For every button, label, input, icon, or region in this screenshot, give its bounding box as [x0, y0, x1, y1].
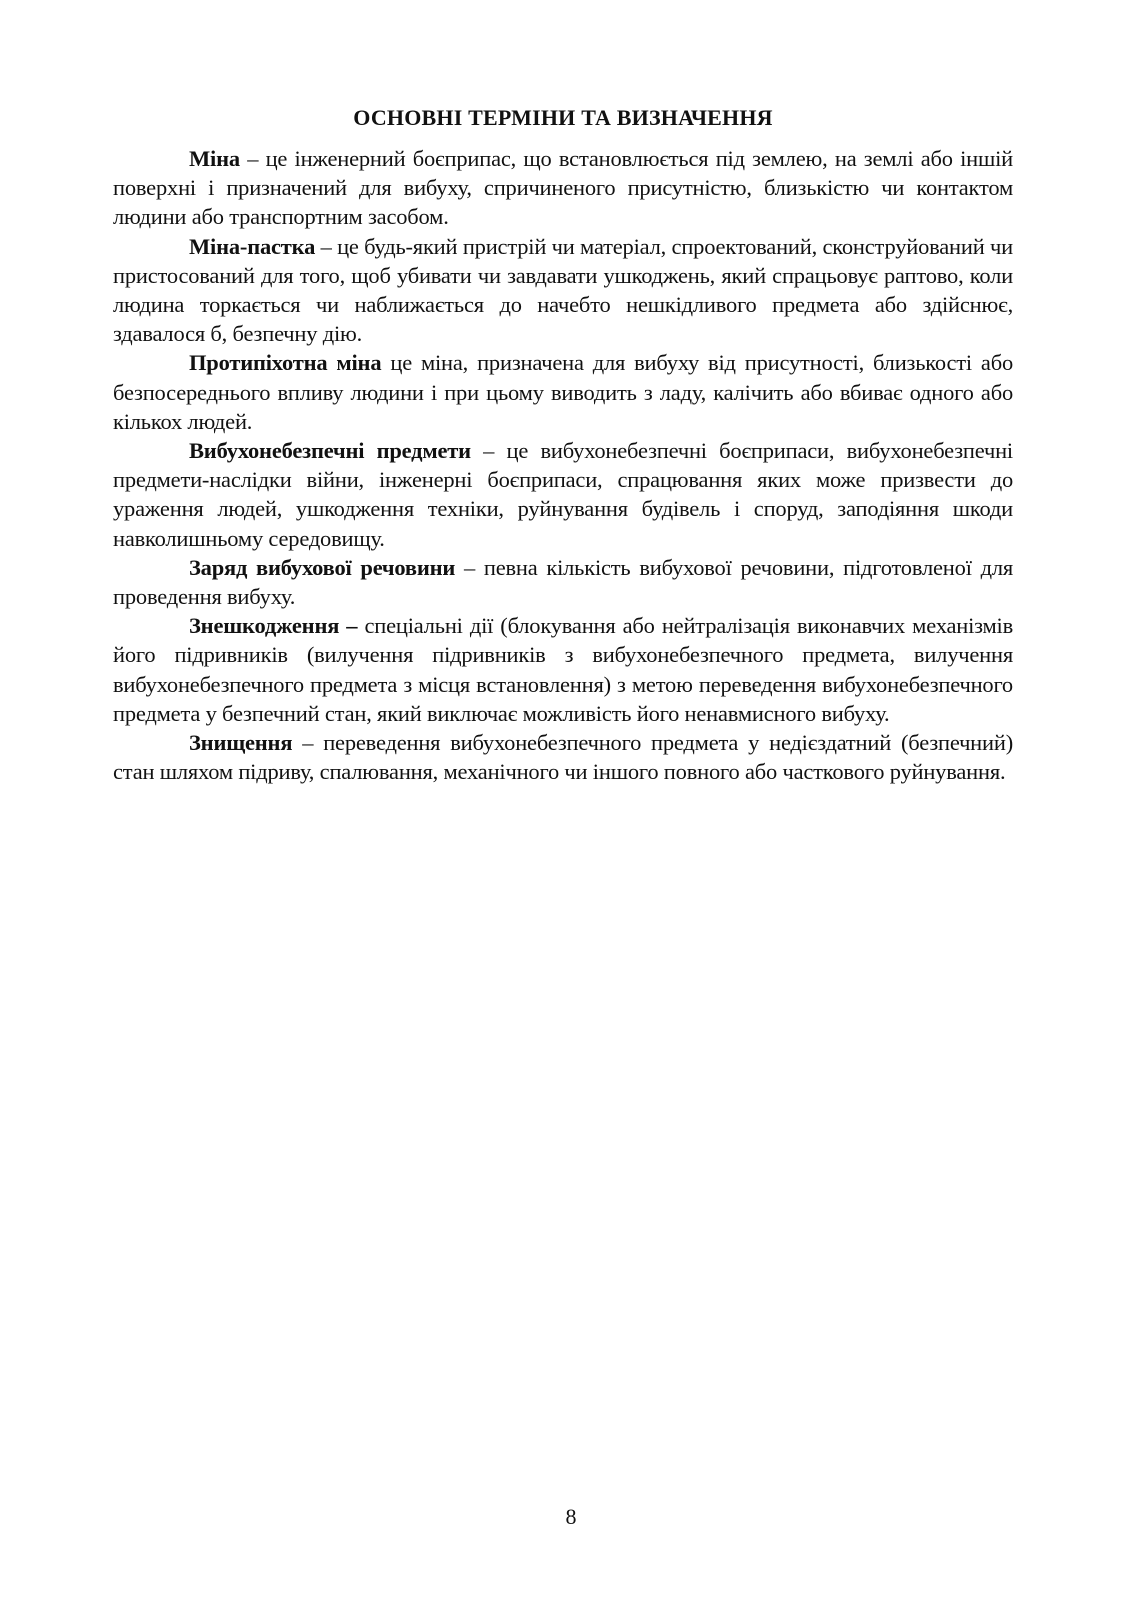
definition-text: – переведення вибухонебезпечного предмета у недієздатний (безпечний) стан шляхом підриву, спалювання, механічного чи іншого повного або часткового руйнування.	[113, 730, 1013, 785]
definition-zariad-vybukhovoi-rechovyny	[113, 553, 1013, 611]
definition-mina-pastka	[113, 232, 1013, 349]
definition-protypikhotna-mina	[113, 348, 1013, 436]
definition-term: Міна	[189, 146, 240, 171]
definition-mina	[113, 144, 1013, 232]
definition-text: це міна, призначена для вибуху від присутності, близькості або безпосереднього впливу людини і при цьому виводить з ладу, калічить або вбиває одного або кількох людей.	[113, 350, 1014, 434]
definition-text: – це вибухонебезпечні боєприпаси, вибухонебезпечні предмети-наслідки війни, інженерні боєприпаси, спрацювання яких може призвести до ураження людей, ушкодження техніки, руйнування будівель і споруд, заподіяння шкоди навколишньому середовищу.	[113, 438, 1013, 551]
definition-text: – певна кількість вибухової речовини, підготовленої для проведення вибуху.	[113, 554, 1013, 610]
page-number: 8	[565, 1504, 577, 1529]
definition-term: Заряд вибухової речовини	[189, 554, 456, 580]
definition-term: Знешкодження –	[189, 613, 358, 639]
page-content	[113, 104, 1013, 786]
definition-term: Знищення	[189, 730, 293, 756]
definition-znyshchennia	[113, 728, 1013, 786]
definition-text: – це інженерний боєприпас, що встановлюється під землею, на землі або іншій поверхні і призначений для вибуху, спричиненого присутністю, близькістю чи контактом людини або транспортним засобом.	[113, 146, 1013, 230]
definition-text: – це будь-який пристрій чи матеріал, спроектований, сконструйований чи пристосований для того, щоб убивати чи завдавати ушкоджень, який спрацьовує раптово, коли людина торкається чи наближається до начебто нешкідливого предмета або здійснює, здавалося б, безпечну дію.	[113, 233, 1013, 347]
definition-text: спеціальні дії (блокування або нейтралізація виконавчих механізмів його підривників (вилучення підривників з вибухонебезпечного предмета, вилучення вибухонебезпечного предмета з місця встановлення) з метою переведення вибухонебезпечного предмета у безпечний стан, який виключає можливість його ненавмисного вибуху.	[113, 613, 1014, 726]
definition-term: Протипіхотна міна	[189, 350, 382, 376]
definition-term: Міна-пастка	[189, 233, 316, 259]
page-title: ОСНОВНІ ТЕРМІНИ ТА ВИЗНАЧЕННЯ	[353, 105, 773, 130]
definition-zneshkodzhennia	[113, 611, 1013, 728]
definition-vybukhonebezpechni-predmety	[113, 436, 1013, 553]
definition-term: Вибухонебезпечні предмети	[189, 438, 471, 464]
